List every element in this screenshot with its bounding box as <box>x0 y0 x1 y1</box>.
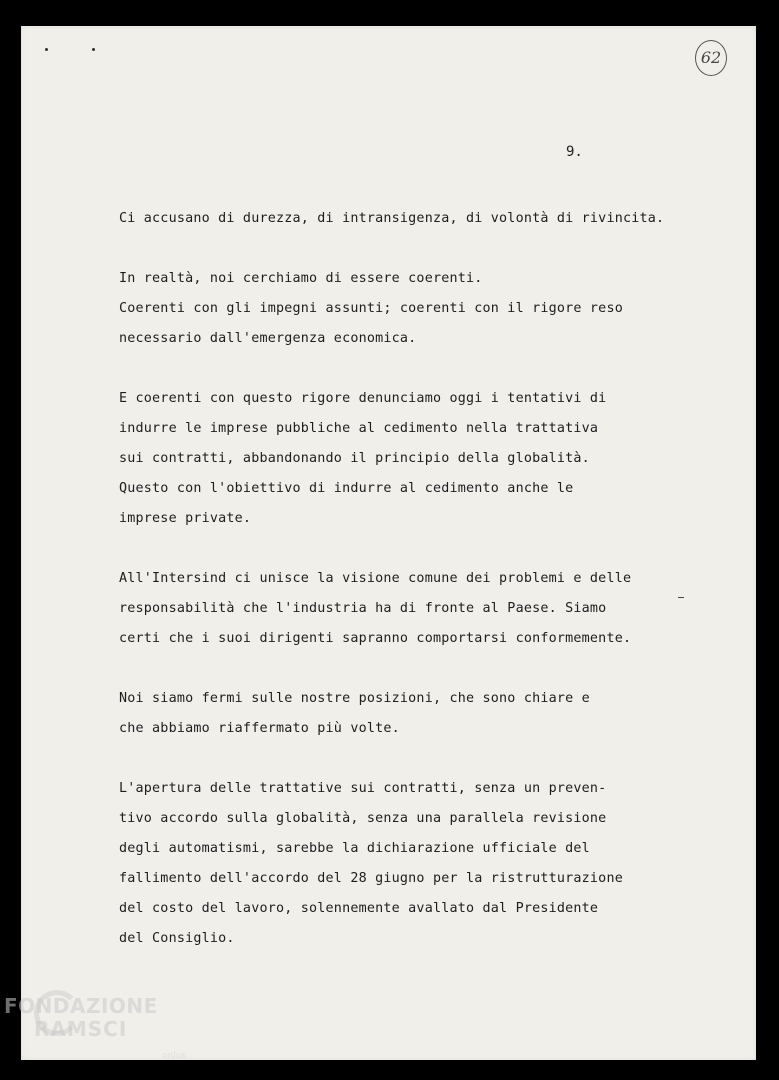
text-line: E coerenti con questo rigore denunciamo oggi i tentativi di <box>119 391 607 406</box>
text-line: necessario dall'emergenza economica. <box>119 331 417 346</box>
text-line: indurre le imprese pubbliche al cedimento nella trattativa <box>119 421 599 436</box>
text-line: fallimento dell'accordo del 28 giugno per la ristrutturazione <box>119 871 623 886</box>
text-line: imprese private. <box>119 511 252 526</box>
paragraph <box>119 204 664 234</box>
watermark-sub: onlus <box>162 1051 187 1061</box>
text-line: Questo con l'obiettivo di indurre al cedimento anche le <box>119 481 574 496</box>
text-line: Noi siamo fermi sulle nostre posizioni, che sono chiare e <box>119 691 590 706</box>
ink-dot <box>45 48 48 51</box>
text-line: responsabilità che l'industria ha di fronte al Paese. Siamo <box>119 601 607 616</box>
text-line: All'Intersind ci unisce la visione comune dei problemi e delle <box>119 571 632 586</box>
ink-dot <box>92 48 95 51</box>
paragraph <box>119 384 606 534</box>
page-number: 9. <box>566 144 583 160</box>
watermark-line2: RAMSCI <box>34 1017 128 1041</box>
paragraph <box>119 564 631 654</box>
document-page <box>21 26 756 1060</box>
paragraph <box>119 684 590 744</box>
margin-mark <box>678 597 684 598</box>
text-line: In realtà, noi cerchiamo di essere coerenti. <box>119 271 483 286</box>
text-line: L'apertura delle trattative sui contratti, senza un preven- <box>119 781 607 796</box>
fondazione-gramsci-watermark <box>4 994 187 1061</box>
paragraph <box>119 774 623 954</box>
folio-stamp: 62 <box>695 40 727 76</box>
text-line: che abbiamo riaffermato più volte. <box>119 721 400 736</box>
text-line: degli automatismi, sarebbe la dichiarazione ufficiale del <box>119 841 590 856</box>
watermark-line1: FONDAZIONE <box>4 994 158 1018</box>
text-line: Coerenti con gli impegni assunti; coerenti con il rigore reso <box>119 301 623 316</box>
text-line: sui contratti, abbandonando il principio della globalità. <box>119 451 590 466</box>
text-line: del costo del lavoro, solennemente avallato dal Presidente <box>119 901 599 916</box>
text-line: tivo accordo sulla globalità, senza una parallela revisione <box>119 811 607 826</box>
paragraph <box>119 264 623 354</box>
text-line: del Consiglio. <box>119 931 235 946</box>
text-line: Ci accusano di durezza, di intransigenza, di volontà di rivincita. <box>119 211 665 226</box>
text-line: certi che i suoi dirigenti sapranno comportarsi conformemente. <box>119 631 632 646</box>
